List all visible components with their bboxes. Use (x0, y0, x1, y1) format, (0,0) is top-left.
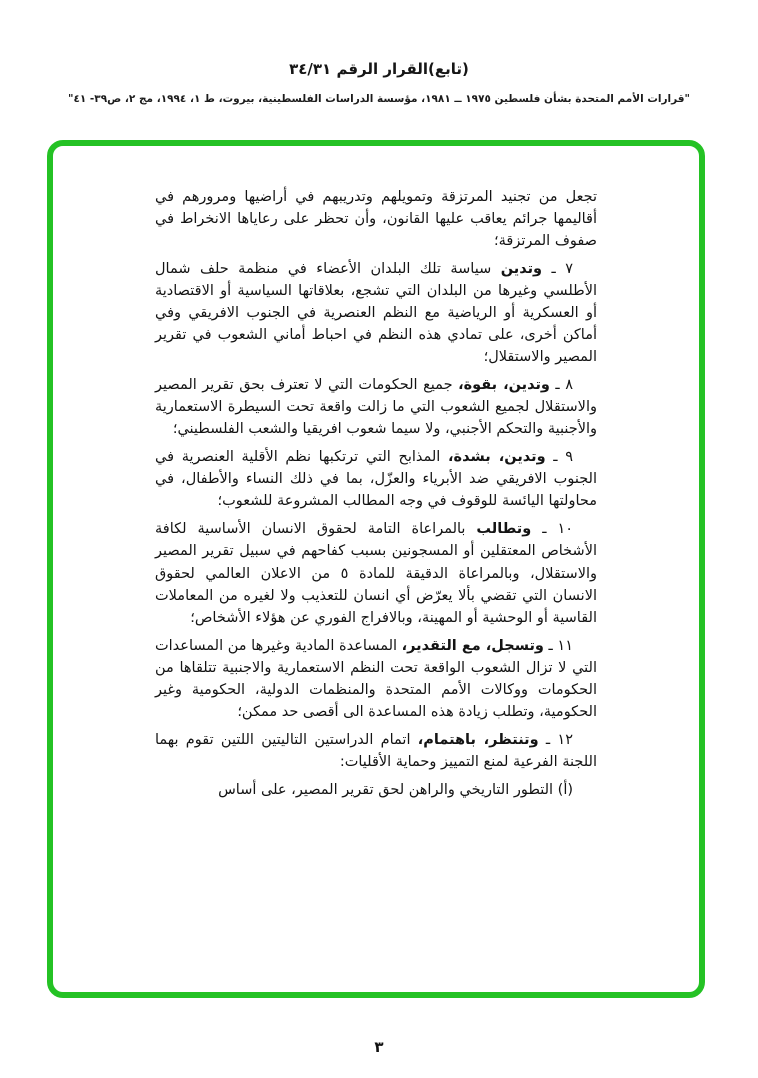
clause-text: المساعدة المادية وغيرها من المساعدات التي لا تزال الشعوب الواقعة تحت النظم الاستعمارية والاجنبية تتلقاها من الحكومات ووكالات الأمم المتحدة والمنظمات الدولية، الحكومية وغير الحكومية، وتطلب زيادة هذه المساعدة الى أقصى حد ممكن؛ (155, 637, 597, 720)
clause-lead: وتسجل، مع التقدير، (401, 637, 544, 654)
resolution-title: (تابع)القرار الرقم ٣٤/٣١ (289, 60, 469, 78)
clause-text: اتمام الدراستين التاليتين اللتين تقوم بهما اللجنة الفرعية لمنع التمييز وحماية الأقليات: (155, 731, 597, 770)
clause-text: التطور التاريخي والراهن لحق تقرير المصير، على أساس (218, 781, 554, 798)
clause-7 (155, 258, 597, 368)
clause-continuation (155, 186, 597, 252)
clause-text: تجعل من تجنيد المرتزقة وتمويلهم وتدريبهم في أراضيها ومرورهم في أقاليمها جرائم يعاقب عليها القانون، وأن تحظر على رعاياها الانخراط في صفوف المرتزقة؛ (155, 189, 597, 250)
clause-text: جميع الحكومات التي لا تعترف بحق تقرير المصير والاستقلال لجميع الشعوب التي ما زالت واقعة تحت السيطرة الاستعمارية والأجنبية والتحكم الأجنبي، ولا سيما شعوب افريقيا والشعب الفلسطيني؛ (155, 377, 597, 438)
page-header (0, 0, 758, 105)
clause-text: بالمراعاة التامة لحقوق الانسان الأساسية لكافة الأشخاص المعتقلين أو المسجونين بسبب كفاحهم في سبيل تقرير المصير والاستقلال، وبالمراعاة الدقيقة للمادة ٥ من الاعلان العالمي لحقوق الانسان التي تقضي بألا يعرّض أي انسان للتعذيب ولا لغيره من المعاملات القاسية أو الوحشية أو المهينة، وبالافراج الفوري عن هؤلاء الأشخاص؛ (155, 521, 598, 626)
clause-letter: (أ) (553, 781, 573, 798)
clause-text: سياسة تلك البلدان الأعضاء في منظمة حلف شمال الأطلسي وغيرها من البلدان التي تشجع، بعلاقاتها السياسية أو الاقتصادية أو العسكرية أو الرياضية مع النظم العنصرية في الجنوب الافريقي وفي أماكن أخرى، على تمادي هذه النظم في احباط أماني الشعوب في تقرير المصير والاستقلال؛ (155, 261, 597, 366)
clause-number: ٧ ـ (542, 261, 574, 278)
clause-9 (155, 446, 597, 512)
clause-number: ١٠ ـ (531, 521, 574, 538)
clause-lead: وتدين، بقوة، (458, 377, 550, 394)
source-citation: "قرارات الأمم المتحدة بشأن فلسطين ١٩٧٥ ــ ١٩٨١، مؤسسة الدراسات الفلسطينية، بيروت، ط ١، ١٩٩٤، مج ٢، ص٣٩- ٤١" (67, 93, 691, 105)
clause-lead: وتدين (500, 261, 543, 278)
clause-number: ١١ ـ (543, 637, 573, 654)
clause-8 (155, 374, 597, 440)
clause-lead: وتطالب (476, 521, 532, 538)
highlight-border-box (47, 140, 705, 998)
clause-lead: وتنتظر، باهتمام، (417, 731, 539, 748)
resolution-text-block (155, 186, 597, 801)
clause-10 (155, 518, 597, 628)
clause-text: المذابح التي ترتكبها نظم الأقلية العنصرية في الجنوب الافريقي ضد الأبرياء والعزّل، بما في ذلك النساء والأطفال، في محاولتها اليائسة للوقوف في وجه المطالب المشروعة للشعوب؛ (155, 449, 597, 510)
clause-11 (155, 635, 597, 723)
clause-number: ٨ ـ (549, 377, 573, 394)
clause-lead: وتدين، بشدة، (448, 449, 546, 466)
clause-number: ٩ ـ (545, 449, 573, 466)
clause-number: ١٢ ـ (538, 731, 573, 748)
page-number: ٣ (374, 1038, 384, 1056)
clause-12-sub-a (155, 779, 597, 801)
clause-12 (155, 729, 597, 773)
